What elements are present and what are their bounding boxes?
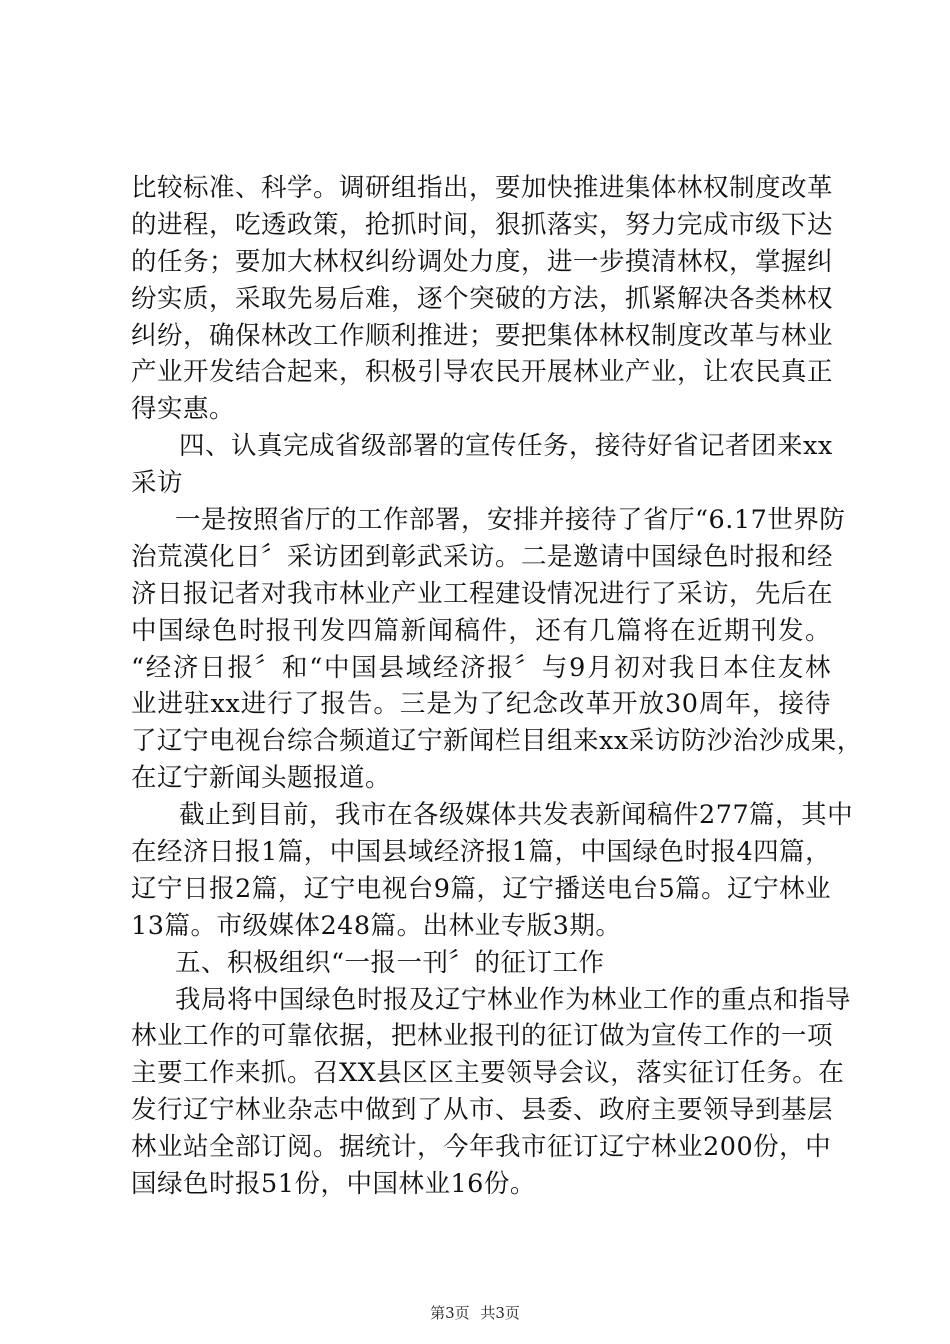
text-line: 在辽宁新闻头题报道。 (131, 763, 392, 794)
text-line: 得实惠。 (131, 394, 236, 425)
page-total: 共3页 (480, 1304, 520, 1322)
text-line: 13篇。市级媒体248篇。出林业专版3期。 (131, 910, 622, 941)
text-line: 林业站全部订阅。据统计，今年我市征订辽宁林业200份，中 (131, 1132, 832, 1163)
text-line: 截止到目前，我市在各级媒体共发表新闻稿件277篇，其中 (179, 800, 854, 831)
text-line: 辽宁日报2篇，辽宁电视台9篇，辽宁播送电台5篇。辽宁林业 (131, 873, 832, 904)
text-line: 比较标准、科学。调研组指出，要加快推进集体林权制度改革 (131, 173, 834, 203)
text-line: 的进程，吃透政策，抢抓时间，狠抓落实，努力完成市级下达 (131, 209, 834, 240)
page-number: 第3页 (430, 1304, 470, 1322)
text-line: 了辽宁电视台综合频道辽宁新闻栏目组来xx采访防沙治沙成果， (131, 726, 863, 757)
document-body (131, 170, 863, 1203)
text-line: 发行辽宁林业杂志中做到了从市、县委、政府主要领导到基层 (131, 1095, 834, 1126)
text-line: 纠纷，确保林改工作顺利推进；要把集体林权制度改革与林业 (131, 320, 834, 351)
text-line: 在经济日报1篇，中国县域经济报1篇，中国绿色时报4四篇， (131, 837, 832, 868)
text-line: 业进驻xx进行了报告。三是为了纪念改革开放30周年，接待 (131, 689, 831, 720)
text-line: 国绿色时报51份，中国林业16份。 (131, 1169, 536, 1200)
text-line: “经济日报〞和“中国县域经济报〞与9月初对我日本住友林 (131, 652, 831, 683)
page-footer (0, 1303, 950, 1323)
text-line: 产业开发结合起来，积极引导农民开展林业产业，让农民真正 (131, 357, 834, 388)
text-line: 主要工作来抓。召XX县区区主要领导会议，落实征订任务。在 (131, 1058, 845, 1089)
text-line: 林业工作的可靠依据，把林业报刊的征订做为宣传工作的一项 (131, 1021, 834, 1052)
text-line: 四、认真完成省级部署的宣传任务，接待好省记者团来xx (179, 431, 833, 462)
text-line: 济日报记者对我市林业产业工程建设情况进行了采访，先后在 (131, 578, 834, 609)
text-line: 五、积极组织“一报一刊〞的征订工作 (175, 947, 605, 978)
text-line: 中国绿色时报刊发四篇新闻稿件，还有几篇将在近期刊发。 (131, 615, 831, 646)
text-line: 治荒漠化日〞采访团到彰武采访。二是邀请中国绿色时报和经 (131, 541, 834, 572)
text-line: 纷实质，采取先易后难，逐个突破的方法，抓紧解决各类林权 (131, 283, 834, 314)
text-line: 的任务；要加大林权纠纷调处力度，进一步摸清林权，掌握纠 (131, 246, 834, 277)
text-line: 采访 (131, 468, 184, 499)
text-line: 我局将中国绿色时报及辽宁林业作为林业工作的重点和指导 (175, 984, 852, 1015)
text-line: 一是按照省厅的工作部署，安排并接待了省厅“6.17世界防 (175, 505, 846, 536)
